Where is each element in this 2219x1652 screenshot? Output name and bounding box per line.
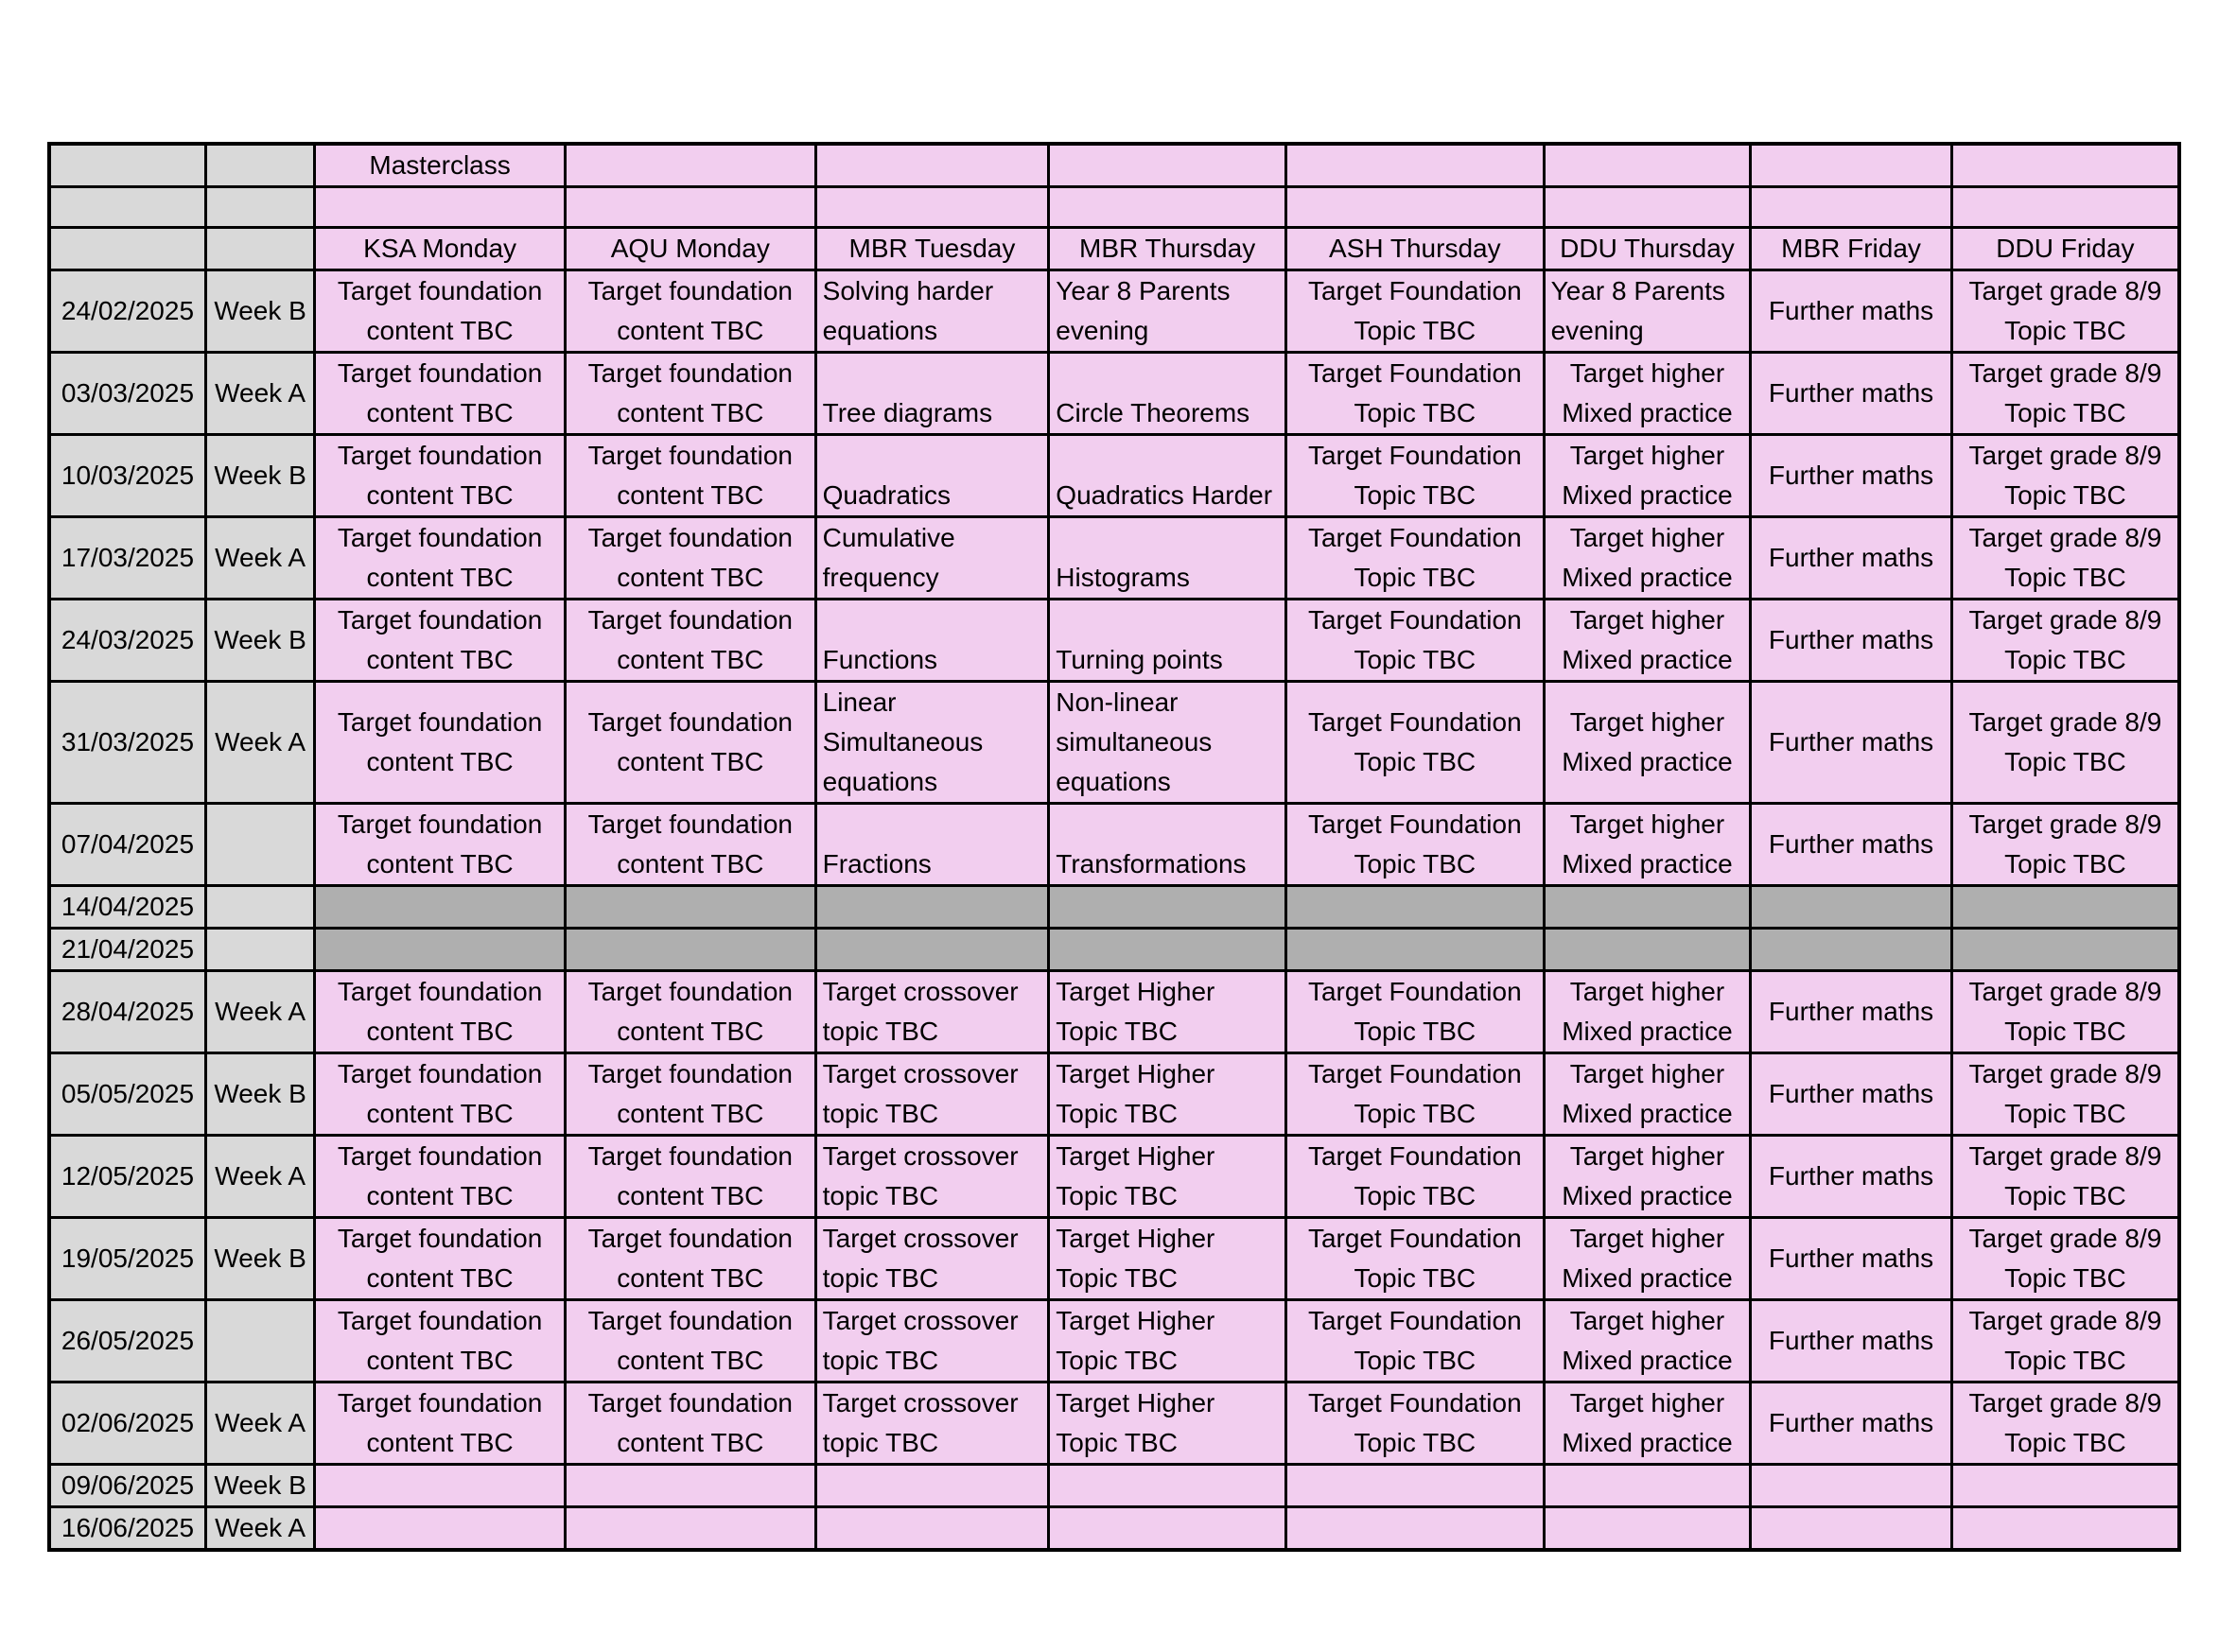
date-cell: 05/05/2025 [49, 1053, 205, 1136]
session-cell: Target Foundation Topic TBC [1285, 517, 1544, 600]
week-cell [205, 886, 314, 929]
week-cell: Week A [205, 971, 314, 1053]
session-cell: Target higher Mixed practice [1544, 1136, 1751, 1218]
session-cell: Functions [815, 600, 1049, 682]
session-cell: Target grade 8/9 Topic TBC [1951, 1218, 2179, 1300]
week-cell: Week A [205, 1507, 314, 1551]
session-cell: Target Foundation Topic TBC [1285, 1053, 1544, 1136]
session-cell: Target foundation content TBC [315, 804, 566, 886]
blank-cell [1285, 1465, 1544, 1507]
session-cell: Target crossover topic TBC [815, 1300, 1049, 1382]
column-header-row [49, 228, 2179, 270]
blank-cell [205, 144, 314, 187]
blank-cell [1049, 187, 1286, 228]
blank-cell [1285, 144, 1544, 187]
holiday-cell [565, 929, 815, 971]
session-cell: Cumulative frequency [815, 517, 1049, 600]
session-cell: Turning points [1049, 600, 1286, 682]
holiday-cell [1285, 886, 1544, 929]
session-cell: Target higher Mixed practice [1544, 435, 1751, 517]
blank-cell [49, 228, 205, 270]
blank-cell [49, 187, 205, 228]
week-cell: Week B [205, 1053, 314, 1136]
blank-cell [1751, 1507, 1952, 1551]
blank-cell [1544, 1465, 1751, 1507]
session-cell: Target foundation content TBC [565, 353, 815, 435]
blank-cell [1049, 144, 1286, 187]
session-cell: Circle Theorems [1049, 353, 1286, 435]
session-cell: Further maths [1751, 1136, 1952, 1218]
column-header: KSA Monday [315, 228, 566, 270]
blank-cell [315, 1507, 566, 1551]
blank-cell [315, 187, 566, 228]
date-cell: 14/04/2025 [49, 886, 205, 929]
column-header: MBR Friday [1751, 228, 1952, 270]
blank-cell [1951, 144, 2179, 187]
blank-cell [49, 144, 205, 187]
session-cell: Further maths [1751, 435, 1952, 517]
week-cell: Week B [205, 1218, 314, 1300]
date-cell: 07/04/2025 [49, 804, 205, 886]
date-cell: 17/03/2025 [49, 517, 205, 600]
session-cell: Quadratics [815, 435, 1049, 517]
table-row [49, 1218, 2179, 1300]
table-row [49, 270, 2179, 353]
session-cell: Target crossover topic TBC [815, 1218, 1049, 1300]
session-cell: Target foundation content TBC [565, 1218, 815, 1300]
table-row [49, 682, 2179, 804]
blank-cell [1751, 144, 1952, 187]
session-cell: Target Higher Topic TBC [1049, 1382, 1286, 1465]
table-row [49, 1136, 2179, 1218]
session-cell: Target foundation content TBC [315, 1053, 566, 1136]
blank-cell [1751, 1465, 1952, 1507]
column-header: DDU Friday [1951, 228, 2179, 270]
session-cell: Target foundation content TBC [315, 517, 566, 600]
session-cell: Target foundation content TBC [565, 435, 815, 517]
date-cell: 24/02/2025 [49, 270, 205, 353]
week-cell: Week B [205, 600, 314, 682]
holiday-cell [815, 929, 1049, 971]
session-cell: Target foundation content TBC [565, 1300, 815, 1382]
session-cell: Further maths [1751, 600, 1952, 682]
date-cell: 19/05/2025 [49, 1218, 205, 1300]
session-cell: Target Foundation Topic TBC [1285, 804, 1544, 886]
session-cell: Target higher Mixed practice [1544, 971, 1751, 1053]
week-cell [205, 804, 314, 886]
session-cell: Target higher Mixed practice [1544, 353, 1751, 435]
blank-cell [565, 187, 815, 228]
blank-cell [1544, 144, 1751, 187]
table-row [49, 1300, 2179, 1382]
session-cell: Target Higher Topic TBC [1049, 1053, 1286, 1136]
date-cell: 24/03/2025 [49, 600, 205, 682]
session-cell: Target higher Mixed practice [1544, 804, 1751, 886]
blank-cell [1751, 187, 1952, 228]
session-cell: Further maths [1751, 270, 1952, 353]
table-row [49, 1382, 2179, 1465]
column-header: MBR Tuesday [815, 228, 1049, 270]
session-cell: Fractions [815, 804, 1049, 886]
table-row [49, 886, 2179, 929]
blank-cell [565, 1465, 815, 1507]
session-cell: Target higher Mixed practice [1544, 1218, 1751, 1300]
column-header: DDU Thursday [1544, 228, 1751, 270]
session-cell: Target foundation content TBC [565, 600, 815, 682]
session-cell: Target foundation content TBC [315, 270, 566, 353]
session-cell: Target foundation content TBC [315, 435, 566, 517]
holiday-cell [315, 886, 566, 929]
session-cell: Quadratics Harder [1049, 435, 1286, 517]
date-cell: 03/03/2025 [49, 353, 205, 435]
date-cell: 31/03/2025 [49, 682, 205, 804]
session-cell: Target grade 8/9 Topic TBC [1951, 600, 2179, 682]
session-cell: Target higher Mixed practice [1544, 1300, 1751, 1382]
week-cell: Week A [205, 517, 314, 600]
holiday-cell [1751, 886, 1952, 929]
week-cell: Week B [205, 435, 314, 517]
table-row [49, 353, 2179, 435]
session-cell: Target higher Mixed practice [1544, 682, 1751, 804]
session-cell: Target foundation content TBC [565, 270, 815, 353]
session-cell: Target Higher Topic TBC [1049, 1300, 1286, 1382]
session-cell: Transformations [1049, 804, 1286, 886]
blank-cell [1285, 187, 1544, 228]
session-cell: Further maths [1751, 971, 1952, 1053]
session-cell: Histograms [1049, 517, 1286, 600]
date-cell: 28/04/2025 [49, 971, 205, 1053]
session-cell: Target foundation content TBC [565, 1382, 815, 1465]
date-cell: 21/04/2025 [49, 929, 205, 971]
blank-cell [815, 1465, 1049, 1507]
session-cell: Target Foundation Topic TBC [1285, 270, 1544, 353]
blank-cell [815, 1507, 1049, 1551]
blank-cell [1049, 1465, 1286, 1507]
week-cell: Week B [205, 270, 314, 353]
table-row [49, 1465, 2179, 1507]
session-cell: Target crossover topic TBC [815, 1053, 1049, 1136]
table-row [49, 971, 2179, 1053]
table-row [49, 600, 2179, 682]
table-row [49, 517, 2179, 600]
session-cell: Target crossover topic TBC [815, 1136, 1049, 1218]
holiday-cell [1285, 929, 1544, 971]
session-cell: Target crossover topic TBC [815, 971, 1049, 1053]
holiday-cell [1951, 886, 2179, 929]
session-cell: Target grade 8/9 Topic TBC [1951, 435, 2179, 517]
holiday-cell [815, 886, 1049, 929]
session-cell: Target crossover topic TBC [815, 1382, 1049, 1465]
session-cell: Target grade 8/9 Topic TBC [1951, 1300, 2179, 1382]
session-cell: Target foundation content TBC [565, 517, 815, 600]
session-cell: Target higher Mixed practice [1544, 600, 1751, 682]
blank-cell [1049, 1507, 1286, 1551]
holiday-cell [1544, 929, 1751, 971]
session-cell: Target foundation content TBC [565, 682, 815, 804]
holiday-cell [1751, 929, 1952, 971]
session-cell: Target grade 8/9 Topic TBC [1951, 682, 2179, 804]
holiday-cell [315, 929, 566, 971]
session-cell: Target foundation content TBC [565, 1053, 815, 1136]
session-cell: Target Foundation Topic TBC [1285, 600, 1544, 682]
week-cell [205, 929, 314, 971]
week-cell: Week A [205, 353, 314, 435]
holiday-cell [565, 886, 815, 929]
blank-cell [315, 1465, 566, 1507]
blank-cell [1951, 1465, 2179, 1507]
column-header: AQU Monday [565, 228, 815, 270]
date-cell: 12/05/2025 [49, 1136, 205, 1218]
table-row [49, 1507, 2179, 1551]
session-cell: Target foundation content TBC [315, 1218, 566, 1300]
session-cell: Target foundation content TBC [565, 804, 815, 886]
session-cell: Year 8 Parents evening [1049, 270, 1286, 353]
session-cell: Further maths [1751, 1218, 1952, 1300]
session-cell: Target Foundation Topic TBC [1285, 1300, 1544, 1382]
table-row [49, 804, 2179, 886]
session-cell: Target foundation content TBC [315, 600, 566, 682]
session-cell: Target foundation content TBC [315, 353, 566, 435]
date-cell: 02/06/2025 [49, 1382, 205, 1465]
masterclass-row [49, 144, 2179, 187]
session-cell: Target grade 8/9 Topic TBC [1951, 270, 2179, 353]
blank-cell [815, 187, 1049, 228]
blank-cell [205, 228, 314, 270]
session-cell: Target foundation content TBC [315, 971, 566, 1053]
holiday-cell [1049, 886, 1286, 929]
session-cell: Target foundation content TBC [565, 971, 815, 1053]
session-cell: Target grade 8/9 Topic TBC [1951, 1382, 2179, 1465]
week-cell: Week A [205, 1136, 314, 1218]
session-cell: Target Foundation Topic TBC [1285, 353, 1544, 435]
date-cell: 10/03/2025 [49, 435, 205, 517]
session-cell: Target foundation content TBC [315, 682, 566, 804]
column-header: ASH Thursday [1285, 228, 1544, 270]
session-cell: Further maths [1751, 804, 1952, 886]
date-cell: 26/05/2025 [49, 1300, 205, 1382]
session-cell: Target Foundation Topic TBC [1285, 435, 1544, 517]
week-cell: Week A [205, 682, 314, 804]
session-cell: Further maths [1751, 1053, 1952, 1136]
column-header: MBR Thursday [1049, 228, 1286, 270]
blank-cell [1285, 1507, 1544, 1551]
session-cell: Target foundation content TBC [565, 1136, 815, 1218]
week-cell [205, 1300, 314, 1382]
session-cell: Year 8 Parents evening [1544, 270, 1751, 353]
session-cell: Target higher Mixed practice [1544, 1382, 1751, 1465]
session-cell: Target grade 8/9 Topic TBC [1951, 517, 2179, 600]
session-cell: Further maths [1751, 353, 1952, 435]
date-cell: 16/06/2025 [49, 1507, 205, 1551]
blank-cell [1544, 1507, 1751, 1551]
session-cell: Target grade 8/9 Topic TBC [1951, 1136, 2179, 1218]
session-cell: Target grade 8/9 Topic TBC [1951, 804, 2179, 886]
date-cell: 09/06/2025 [49, 1465, 205, 1507]
session-cell: Target foundation content TBC [315, 1382, 566, 1465]
masterclass-label: Masterclass [315, 144, 566, 187]
session-cell: Further maths [1751, 682, 1952, 804]
blank-cell [1951, 1507, 2179, 1551]
table-row [49, 435, 2179, 517]
holiday-cell [1951, 929, 2179, 971]
schedule-table [47, 142, 2181, 1552]
session-cell: Target foundation content TBC [315, 1136, 566, 1218]
session-cell: Non-linear simultaneous equations [1049, 682, 1286, 804]
blank-cell [565, 144, 815, 187]
blank-cell [815, 144, 1049, 187]
session-cell: Target grade 8/9 Topic TBC [1951, 1053, 2179, 1136]
session-cell: Target Higher Topic TBC [1049, 1218, 1286, 1300]
session-cell: Target Higher Topic TBC [1049, 971, 1286, 1053]
session-cell: Further maths [1751, 1382, 1952, 1465]
session-cell: Linear Simultaneous equations [815, 682, 1049, 804]
session-cell: Target higher Mixed practice [1544, 1053, 1751, 1136]
session-cell: Further maths [1751, 517, 1952, 600]
session-cell: Target Foundation Topic TBC [1285, 971, 1544, 1053]
session-cell: Solving harder equations [815, 270, 1049, 353]
session-cell: Target Foundation Topic TBC [1285, 1136, 1544, 1218]
blank-cell [565, 1507, 815, 1551]
blank-cell [205, 187, 314, 228]
session-cell: Target Foundation Topic TBC [1285, 1218, 1544, 1300]
session-cell: Target grade 8/9 Topic TBC [1951, 353, 2179, 435]
session-cell: Target Higher Topic TBC [1049, 1136, 1286, 1218]
session-cell: Target Foundation Topic TBC [1285, 1382, 1544, 1465]
session-cell: Tree diagrams [815, 353, 1049, 435]
session-cell: Target foundation content TBC [315, 1300, 566, 1382]
table-row [49, 929, 2179, 971]
blank-cell [1544, 187, 1751, 228]
blank-cell [1951, 187, 2179, 228]
session-cell: Target grade 8/9 Topic TBC [1951, 971, 2179, 1053]
week-cell: Week B [205, 1465, 314, 1507]
session-cell: Target higher Mixed practice [1544, 517, 1751, 600]
session-cell: Target Foundation Topic TBC [1285, 682, 1544, 804]
holiday-cell [1544, 886, 1751, 929]
holiday-cell [1049, 929, 1286, 971]
week-cell: Week A [205, 1382, 314, 1465]
session-cell: Further maths [1751, 1300, 1952, 1382]
table-row [49, 1053, 2179, 1136]
spacer-row [49, 187, 2179, 228]
